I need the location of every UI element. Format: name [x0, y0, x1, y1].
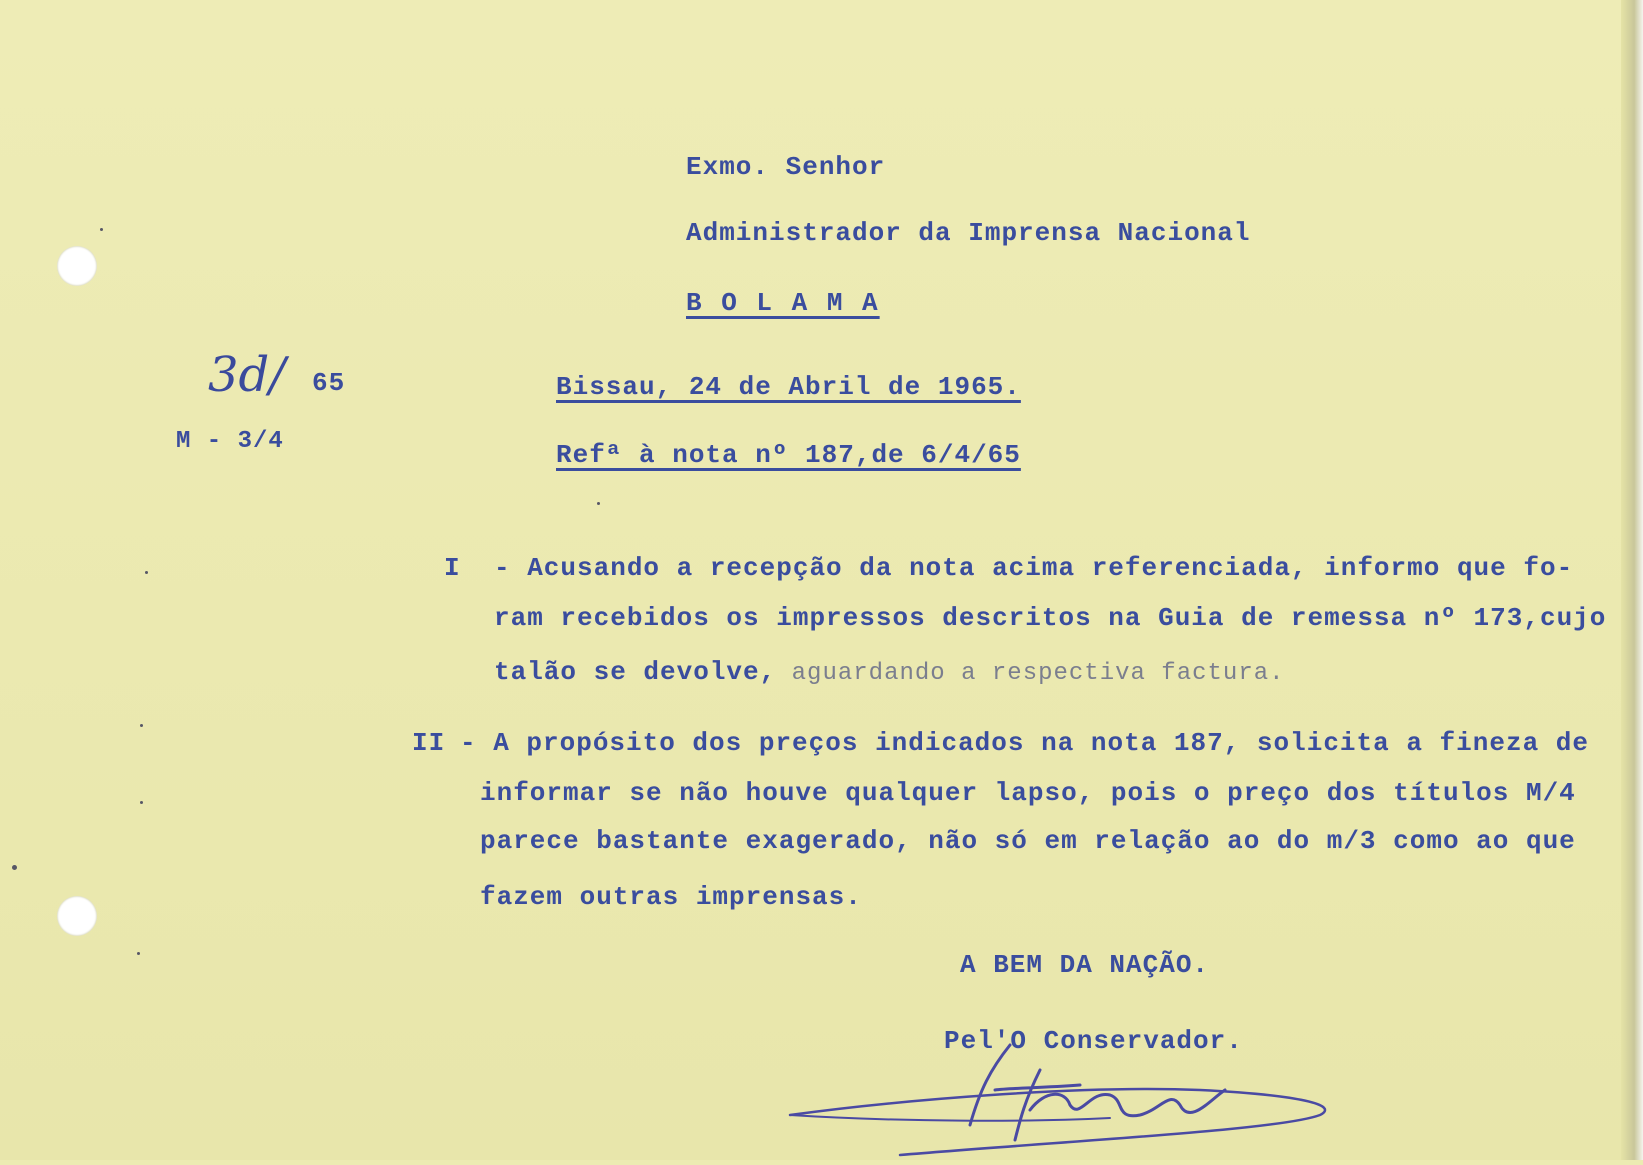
paragraph-line: informar se não houve qualquer lapso, pois o preço dos títulos M/4 [480, 778, 1576, 808]
closing-motto: A BEM DA NAÇÃO. [960, 950, 1210, 980]
paper-speck [140, 724, 143, 727]
file-code: M - 3/4 [176, 428, 284, 455]
paragraph-line [494, 657, 1285, 687]
paragraph-line: - Acusando a recepção da nota acima referenciada, informo que fo- [494, 553, 1574, 583]
salutation: Exmo. Senhor [686, 152, 886, 182]
signatory: Pel'O Conservador. [944, 1026, 1243, 1056]
handwritten-signature [780, 1030, 1340, 1160]
city: B O L A M A [686, 288, 880, 318]
paragraph-number: II [412, 728, 446, 758]
paper-speck [145, 571, 148, 574]
paper-speck [597, 502, 600, 505]
paragraph-text-bold: talão se devolve, [494, 657, 777, 687]
paragraph-line: fazem outras imprensas. [480, 882, 862, 912]
paragraph-number: I [444, 553, 461, 583]
signature-scribble [780, 1030, 1340, 1160]
punch-hole-bottom [57, 896, 97, 936]
page-edge [1621, 0, 1643, 1160]
paper-speck [12, 865, 17, 870]
punch-hole-top [57, 246, 97, 286]
paragraph-line: parece bastante exagerado, não só em relação ao do m/3 como ao que [480, 826, 1576, 856]
place-and-date: Bissau, 24 de Abril de 1965. [556, 372, 1021, 402]
paragraph-line: ram recebidos os impressos descritos na Guia de remessa nº 173,cujo [494, 603, 1607, 633]
paper-speck [137, 952, 140, 955]
paragraph-line: - A propósito dos preços indicados na nota 187, solicita a fineza de [460, 728, 1589, 758]
paragraph-text-faded: aguardando a respectiva factura. [776, 660, 1285, 687]
paper-speck [140, 801, 143, 804]
handwritten-reference: 3d/ [208, 347, 286, 403]
paper-speck [100, 228, 103, 231]
addressee: Administrador da Imprensa Nacional [686, 218, 1251, 248]
reference-year: 65 [312, 368, 346, 398]
reference-line: Refª à nota nº 187,de 6/4/65 [556, 440, 1021, 470]
